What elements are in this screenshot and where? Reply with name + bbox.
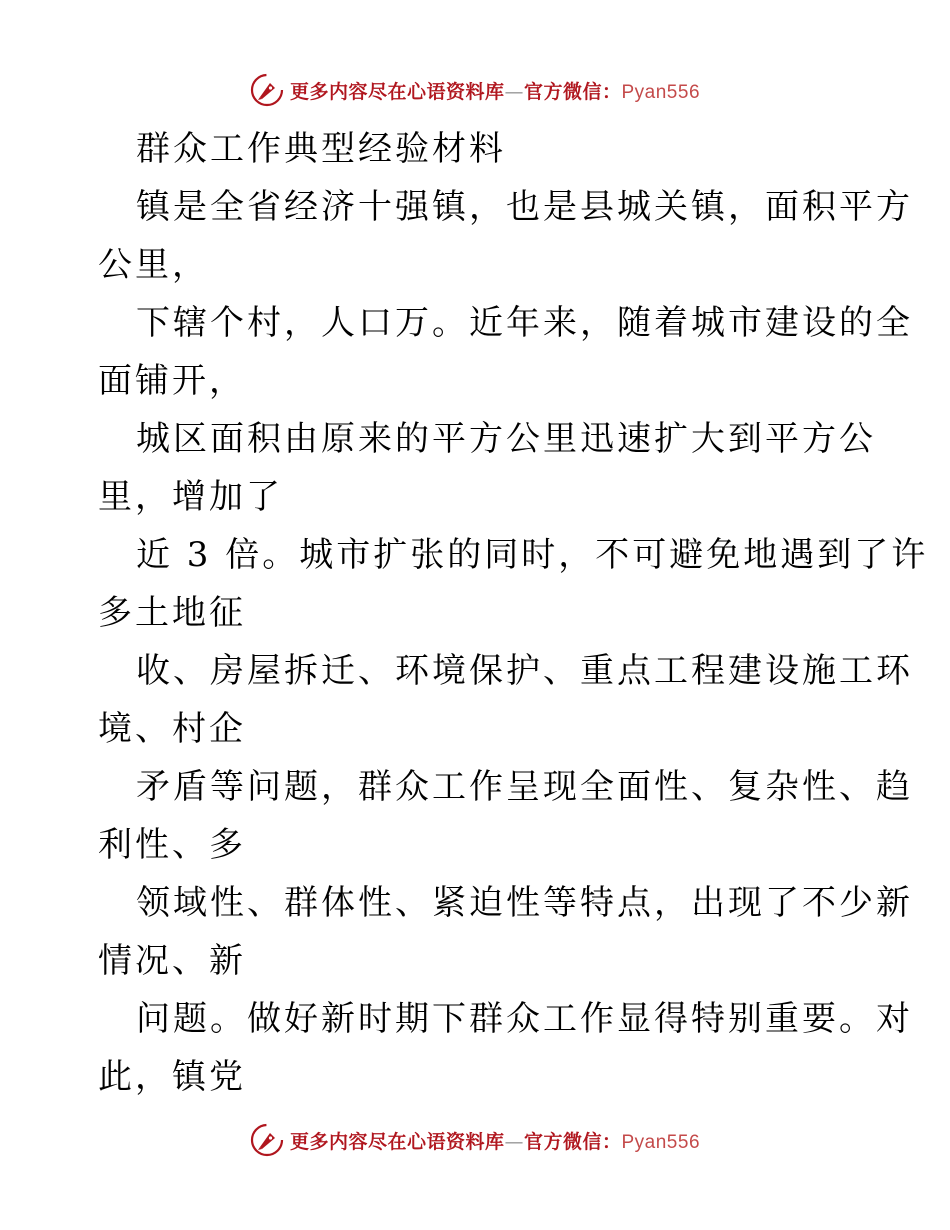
document-line: 情况、新 — [98, 941, 246, 981]
document-line: 近 3 倍。城市扩张的同时，不可避免地遇到了许 — [136, 535, 929, 575]
banner-wechat-id: Pyan556 — [621, 81, 701, 103]
document-line: 境、村企 — [98, 709, 246, 749]
header-banner — [0, 68, 950, 112]
document-line: 此，镇党 — [98, 1057, 246, 1097]
banner-separator: — — [504, 1130, 524, 1153]
banner-wechat-label: 官方微信： — [523, 1130, 622, 1153]
footer-banner — [0, 1118, 950, 1162]
banner-separator: — — [504, 80, 524, 103]
document-line: 镇是全省经济十强镇，也是县城关镇，面积平方 — [136, 187, 913, 227]
document-title: 群众工作典型经验材料 — [136, 129, 506, 169]
pen-nib-logo-icon — [250, 73, 284, 107]
document-line: 领域性、群体性、紧迫性等特点，出现了不少新 — [136, 883, 913, 923]
document-line: 面铺开， — [98, 361, 246, 401]
document-line: 利性、多 — [98, 825, 246, 865]
document-line: 公里， — [98, 245, 209, 285]
header-banner-text — [290, 77, 700, 104]
banner-main-text: 更多内容尽在心语资料库 — [289, 1130, 505, 1153]
banner-wechat-label: 官方微信： — [523, 80, 622, 103]
banner-wechat-id: Pyan556 — [621, 1131, 701, 1153]
footer-banner-text — [290, 1127, 700, 1154]
document-text-lines — [98, 178, 929, 1106]
document-line: 收、房屋拆迁、环境保护、重点工程建设施工环 — [136, 651, 913, 691]
document-line: 矛盾等问题，群众工作呈现全面性、复杂性、趋 — [136, 767, 913, 807]
document-line: 问题。做好新时期下群众工作显得特别重要。对 — [136, 999, 913, 1039]
document-line: 里，增加了 — [98, 477, 283, 517]
banner-main-text: 更多内容尽在心语资料库 — [289, 80, 505, 103]
document-body — [98, 120, 929, 1106]
document-line: 城区面积由原来的平方公里迅速扩大到平方公 — [136, 419, 876, 459]
document-line: 下辖个村，人口万。近年来，随着城市建设的全 — [136, 303, 913, 343]
document-line: 多土地征 — [98, 593, 246, 633]
pen-nib-logo-icon — [250, 1123, 284, 1157]
